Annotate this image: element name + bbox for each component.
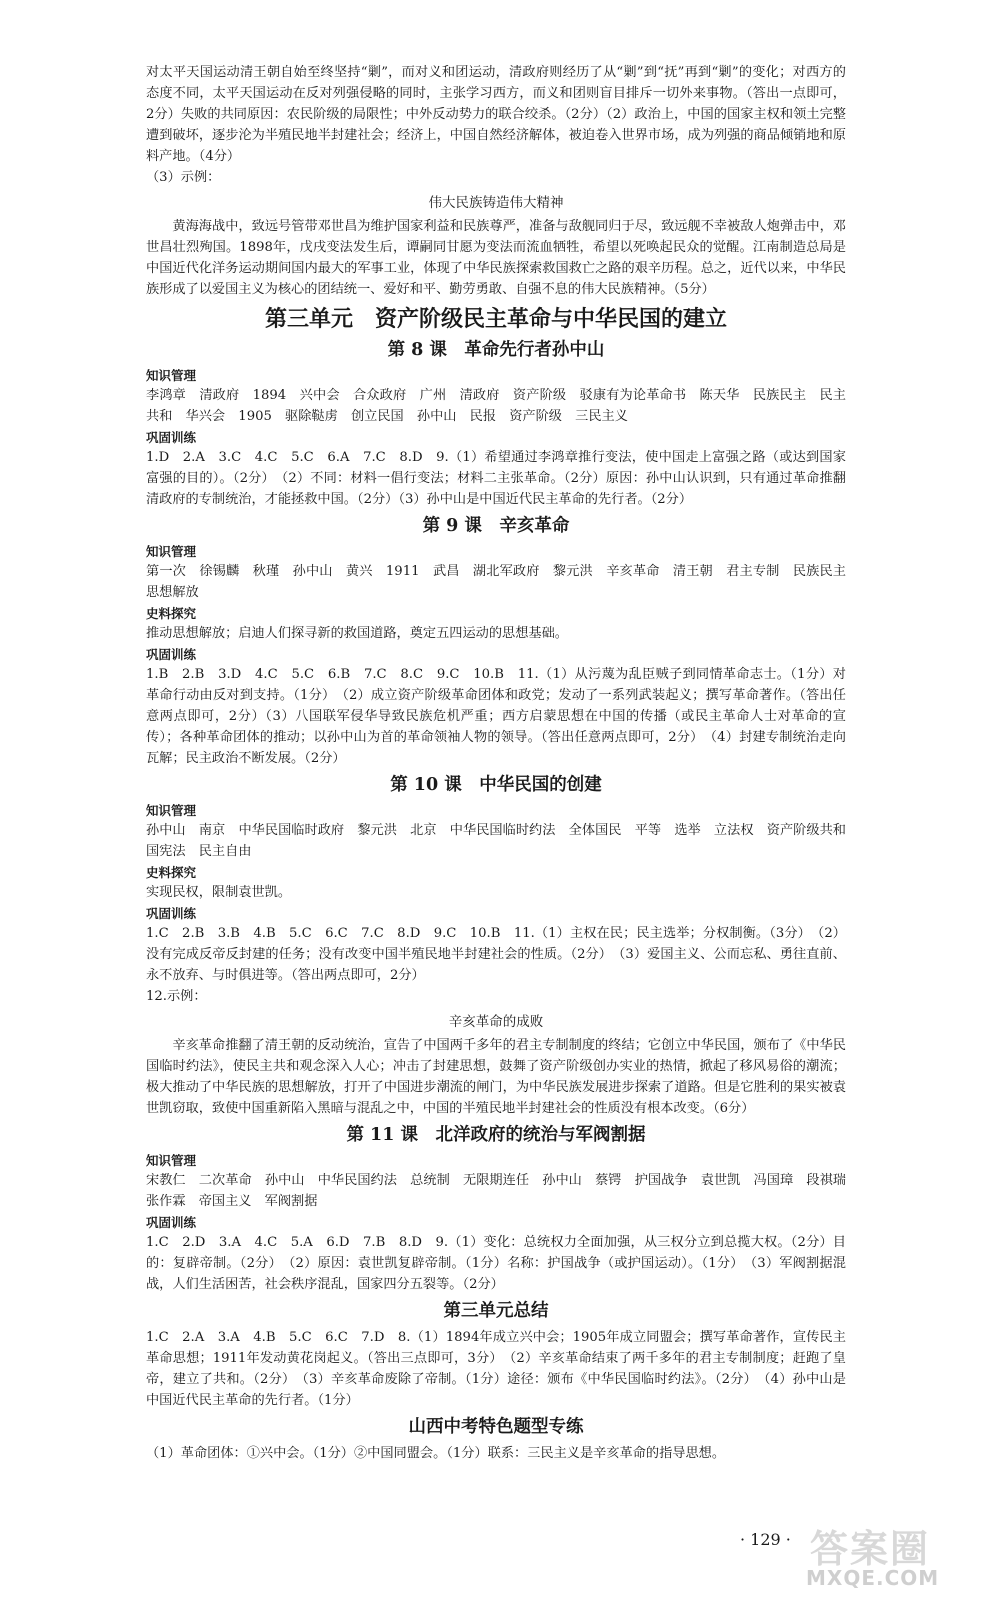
history-answer: 实现民权，限制袁世凯。 bbox=[146, 885, 292, 900]
intro-paragraph: 对太平天国运动清王朝自始至终坚持“剿”，而对义和团运动，清政府则经历了从“剿”到“抚”再到“剿”的变化；对西方的态度不同，太平天国运动在反对列强侵略的同时，主张学习西方，而义和团则盲目排斥一切外来事物。（答出一点即可，2分）失败的共同原因：农民阶级的局限性；中外反动势力的联合绞杀。（2分）（2）政治上，中国的国家主权和领土完整遭到破坏，逐步沦为半殖民地半封建社会；经济上，中国自然经济解体，被迫卷入世界市场，成为列强的商品倾销地和原料产地。（4分） bbox=[146, 65, 846, 164]
unit-title: 第三单元 资产阶级民主革命与中华民国的建立 bbox=[264, 306, 727, 332]
lesson-9-title: 第 9 课 辛亥革命 bbox=[422, 516, 570, 536]
history-answer: 推动思想解放；启迪人们探寻新的救国道路，奠定五四运动的思想基础。 bbox=[146, 626, 568, 641]
q12-label: 12.示例： bbox=[146, 989, 207, 1004]
section-heading-practice: 巩固训练 bbox=[146, 1215, 197, 1230]
knowledge-keywords: 第一次 徐锡麟 秋瑾 孙中山 黄兴 1911 武昌 湖北军政府 黎元洪 辛亥革命 清王朝 君主专制 民族民主 思想解放 bbox=[146, 564, 860, 600]
section-heading-knowledge: 知识管理 bbox=[146, 368, 197, 383]
page-number: · 129 · bbox=[740, 1530, 791, 1549]
section-heading-practice: 巩固训练 bbox=[146, 430, 197, 445]
special-practice-title: 山西中考特色题型专练 bbox=[408, 1417, 584, 1437]
section-heading-knowledge: 知识管理 bbox=[146, 544, 197, 559]
essay-body: 黄海海战中，致远号管带邓世昌为维护国家利益和民族尊严，准备与敌舰同归于尽，致远舰不幸被敌人炮弹击中，邓世昌壮烈殉国。1898年，戊戌变法发生后，谭嗣同甘愿为变法而流血牺牲，希望以死唤起民众的觉醒。江南制造总局是中国近代化洋务运动期间国内最大的军事工业，体现了中华民族探索救国救亡之路的艰辛历程。总之，近代以来，中华民族形成了以爱国主义为核心的团结统一、爱好和平、勤劳勇敢、自强不息的伟大民族精神。（5分） bbox=[146, 219, 846, 297]
essay-title: 辛亥革命的成败 bbox=[448, 1014, 544, 1030]
lesson-8-title: 第 8 课 革命先行者孙中山 bbox=[387, 340, 605, 360]
section-heading-history: 史料探究 bbox=[146, 606, 197, 621]
practice-answers: 1.C 2.D 3.A 4.C 5.A 6.D 7.B 8.D 9.（1）变化：总统权力全面加强，从三权分立到总揽大权。（2分）目的：复辟帝制。（2分） （2）原因：袁世凯复辟帝制。（1分）名称：护国战争（或护国运动）。（1分） （3）军阀割据混战，人们生活困苦，社会秩序混乱，国家四分五裂等。（2分） bbox=[146, 1235, 846, 1292]
section-heading-knowledge: 知识管理 bbox=[146, 1153, 197, 1168]
essay-body: 辛亥革命推翻了清王朝的反动统治，宣告了中国两千多年的君主专制制度的终结；它创立中华民国，颁布了《中华民国临时约法》，使民主共和观念深入人心；冲击了封建思想，鼓舞了资产阶级创办实业的热情，掀起了移风易俗的潮流；极大推动了中华民族的思想解放，打开了中国进步潮流的闸门，为中华民族发展进步探索了道路。但是它胜利的果实被袁世凯窃取，致使中国重新陷入黑暗与混乱之中，中国的半殖民地半封建社会的性质没有根本改变。（6分） bbox=[146, 1038, 846, 1116]
unit-summary-title: 第三单元总结 bbox=[443, 1301, 549, 1321]
knowledge-keywords: 孙中山 南京 中华民国临时政府 黎元洪 北京 中华民国临时约法 全体国民 平等 选举 立法权 资产阶级共和国宪法 民主自由 bbox=[146, 823, 846, 859]
lesson-11-title: 第 11 课 北洋政府的统治与军阀割据 bbox=[346, 1125, 646, 1145]
practice-answers: 1.D 2.A 3.C 4.C 5.C 6.A 7.C 8.D 9.（1）希望通过李鸿章推行变法，使中国走上富强之路（或达到国家富强的目的）。（2分） （2）不同：材料一倡行变法；材料二主张革命。（2分）原因：孙中山认识到，只有通过革命推翻清政府的专制统治，才能拯救中国。（2分）（3）孙中山是中国近代民主革命的先行者。（2分） bbox=[146, 450, 846, 507]
watermark-url: MXQE.COM bbox=[806, 1566, 940, 1590]
practice-answers: 1.B 2.B 3.D 4.C 5.C 6.B 7.C 8.C 9.C 10.B 11.（1）从污蔑为乱臣贼子到同情革命志士。（1分）对革命行动由反对到支持。（1分） （2）成立资产阶级革命团体和政党；发动了一系列武装起义；撰写革命著作。（答出任意两点即可，2分）（3）八国联军侵华导致民族危机严重；西方启蒙思想在中国的传播（或民主革命人士对革命的宣传）；各种革命团体的推动；以孙中山为首的革命领袖人物的领导。（答出任意两点即可，2分） （4）封建专制统治走向瓦解；民主政治不断发展。（2分） bbox=[146, 667, 846, 766]
knowledge-keywords: 宋教仁 二次革命 孙中山 中华民国约法 总统制 无限期连任 孙中山 蔡锷 护国战争 袁世凯 冯国璋 段祺瑞 张作霖 帝国主义 军阀割据 bbox=[146, 1173, 860, 1209]
watermark-logo: 答案圈 bbox=[810, 1527, 931, 1571]
page-content bbox=[146, 62, 860, 1464]
section-heading-practice: 巩固训练 bbox=[146, 906, 197, 921]
special-practice-answers: （1）革命团体：①兴中会。（1分）②中国同盟会。（1分）联系：三民主义是辛亥革命的指导思想。 bbox=[146, 1446, 726, 1461]
example-label: （3）示例： bbox=[146, 170, 221, 185]
unit-summary-answers: 1.C 2.A 3.A 4.B 5.C 6.C 7.D 8.（1）1894年成立兴中会；1905年成立同盟会；撰写革命著作，宣传民主革命思想；1911年发动黄花岗起义。（答出三点即可，3分） （2）辛亥革命结束了两千多年的君主专制制度；赶跑了皇帝，建立了共和。（2分） （3）辛亥革命废除了帝制。（1分）途径：颁布《中华民国临时约法》。（2分） （4）孙中山是中国近代民主革命的先行者。（1分） bbox=[146, 1330, 846, 1408]
practice-answers: 1.C 2.B 3.B 4.B 5.C 6.C 7.C 8.D 9.C 10.B 11.（1）主权在民；民主选举；分权制衡。（3分） （2）没有完成反帝反封建的任务；没有改变中国半殖民地半封建社会的性质。（2分） （3）爱国主义、公而忘私、勇往直前、永不放弃、与时俱进等。（答出两点即可，2分） bbox=[146, 926, 846, 983]
lesson-10-title: 第 10 课 中华民国的创建 bbox=[390, 775, 602, 795]
essay-title: 伟大民族铸造伟大精神 bbox=[428, 195, 564, 211]
section-heading-practice: 巩固训练 bbox=[146, 647, 197, 662]
section-heading-history: 史料探究 bbox=[146, 865, 197, 880]
knowledge-keywords: 李鸿章 清政府 1894 兴中会 合众政府 广州 清政府 资产阶级 驳康有为论革命书 陈天华 民族民主 民主共和 华兴会 1905 驱除鞑虏 创立民国 孙中山 民报 资产阶级 三民主义 bbox=[146, 388, 846, 424]
section-heading-knowledge: 知识管理 bbox=[146, 803, 197, 818]
